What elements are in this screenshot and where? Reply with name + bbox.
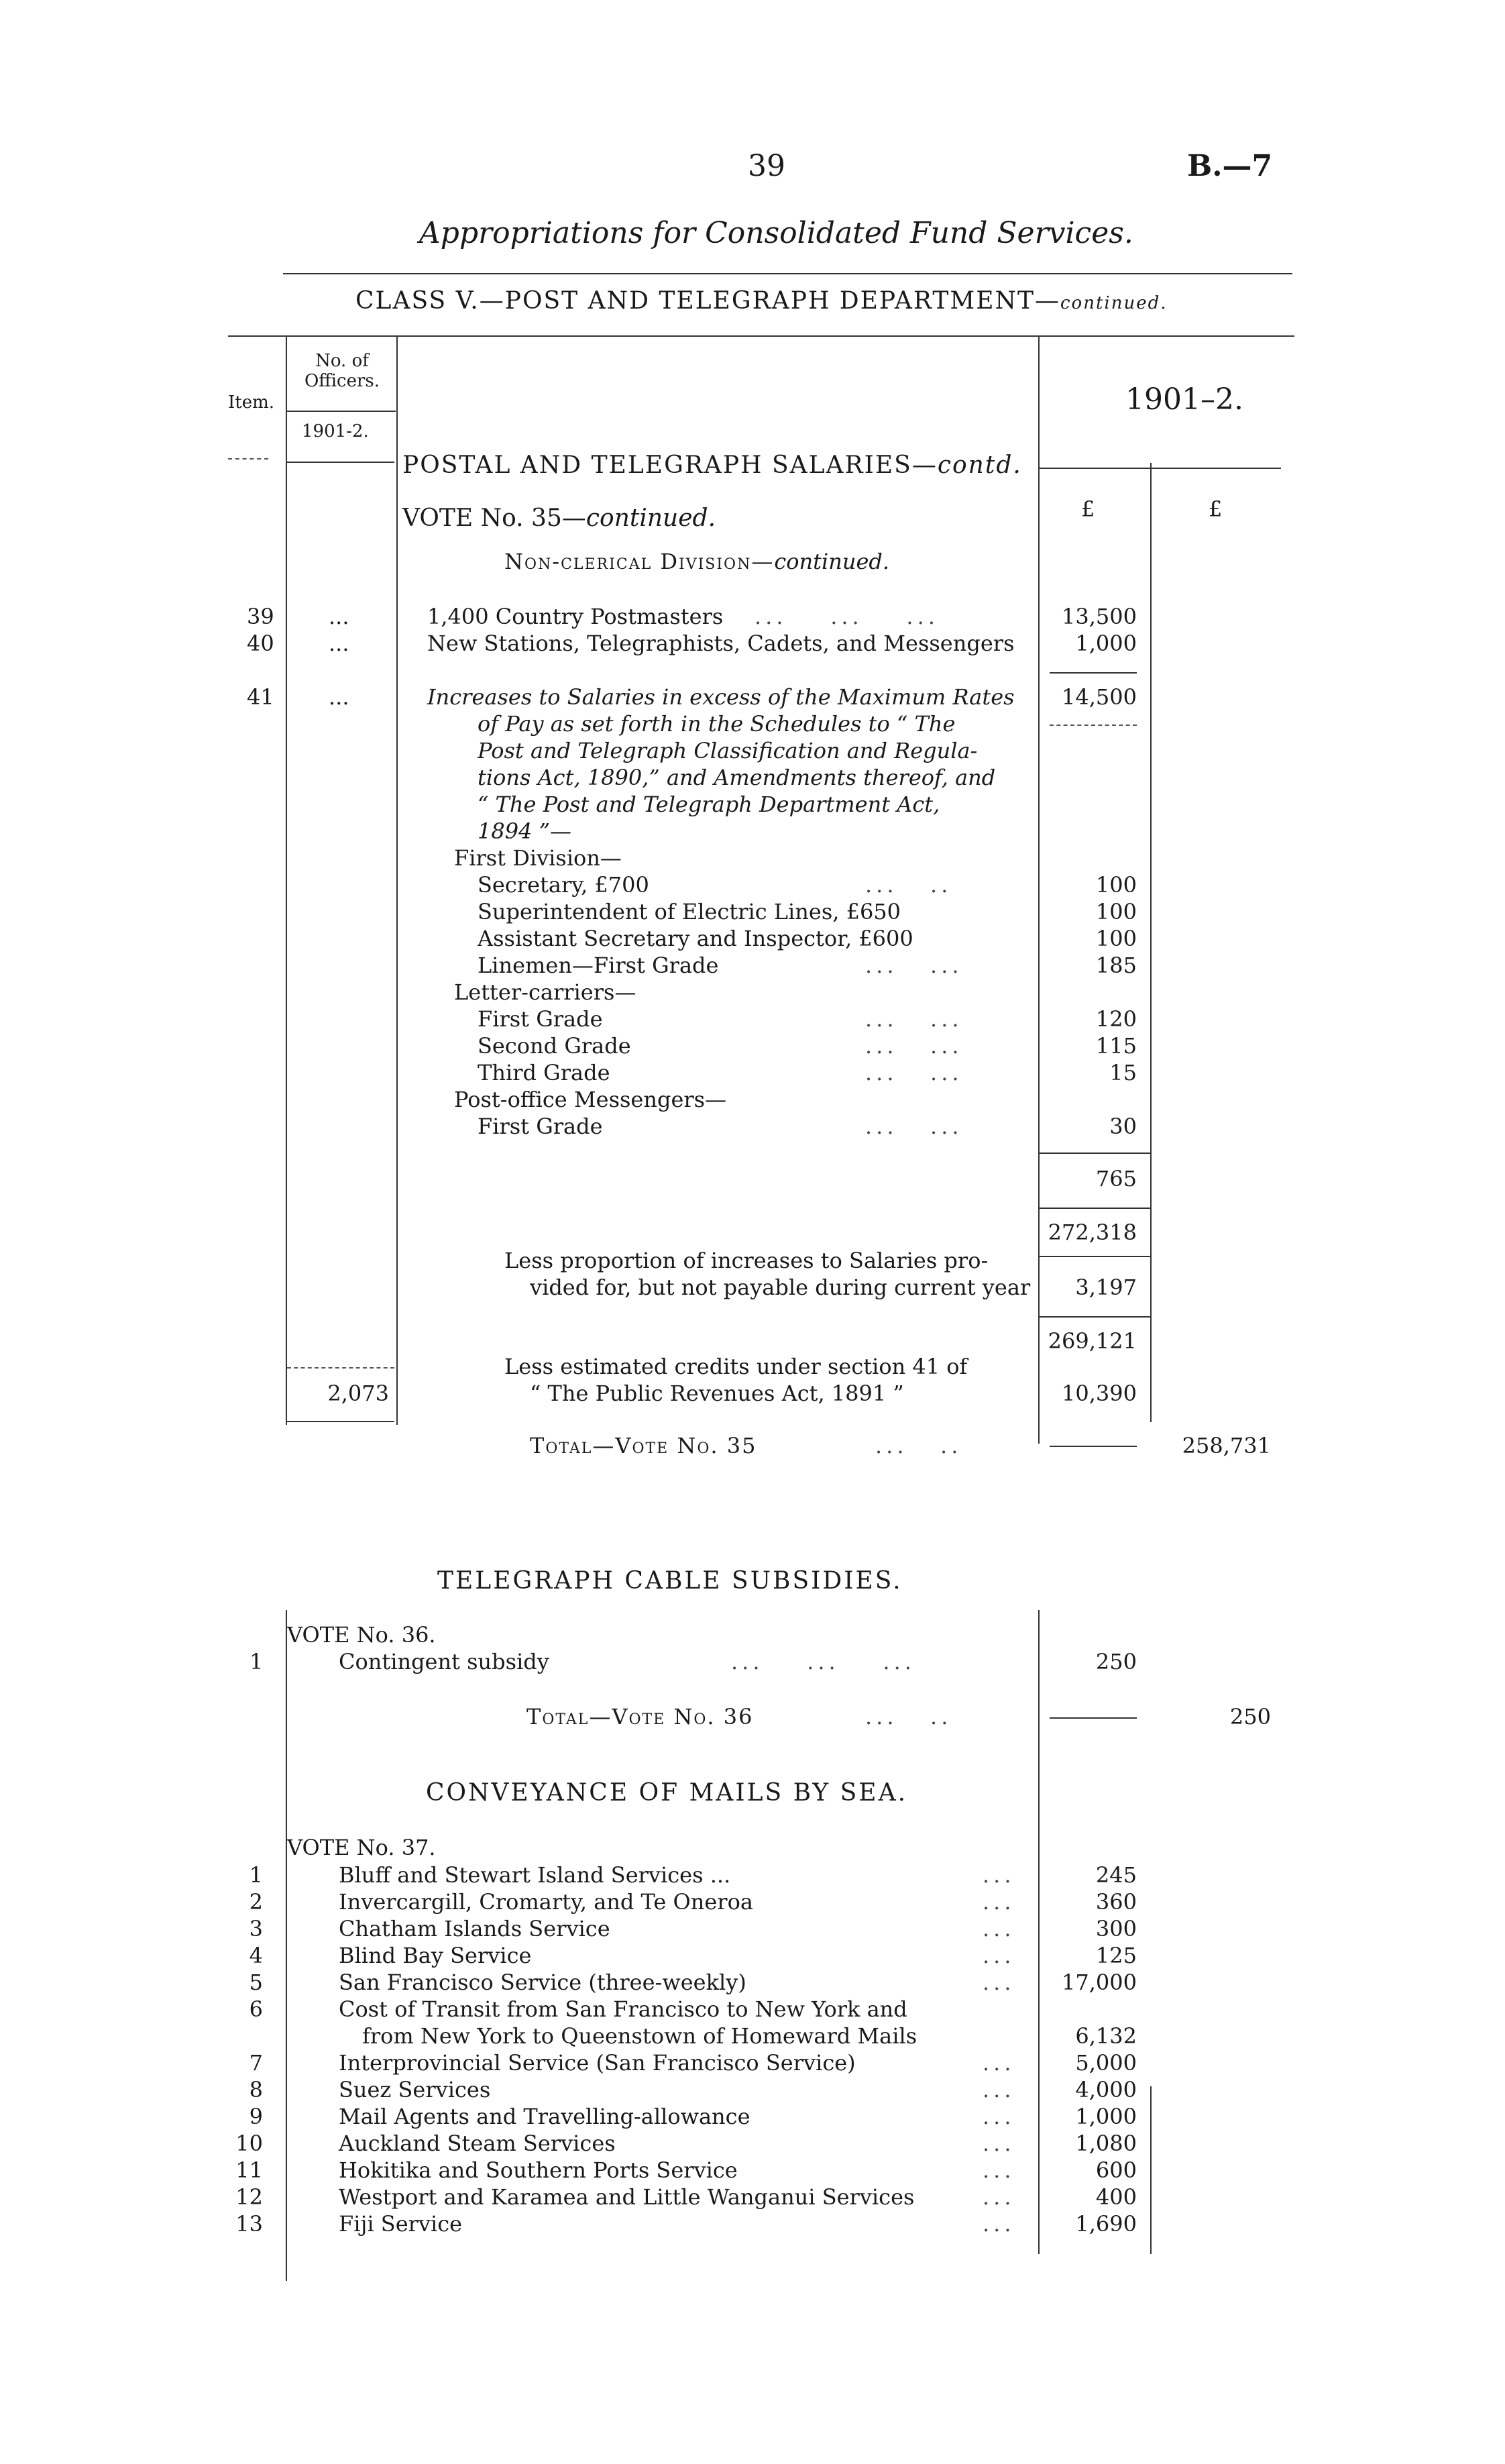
less-credits-line: Less estimated credits under section 41 of [504, 1354, 968, 1379]
gross-rule [1040, 1208, 1150, 1209]
title-rule [283, 273, 1292, 274]
row-amount: 100 [1095, 926, 1137, 951]
officers-total: 2,073 [327, 1381, 389, 1406]
dot-leader: ... ... [865, 1114, 963, 1139]
row-description: Third Grade [478, 1060, 610, 1085]
vote-36-total-label [526, 1704, 754, 1729]
officers-total-rule [287, 1421, 394, 1422]
item-number: 39 [247, 604, 274, 629]
row-description: Assistant Secretary and Inspector, £600 [478, 926, 913, 951]
vote-35-total-amount: 258,731 [1182, 1433, 1271, 1458]
row-description: Cost of Transit from San Francisco to New York and [339, 1996, 907, 2022]
officers-count: ... [329, 604, 349, 629]
dot-leader: ... [983, 2104, 1015, 2129]
item41-desc-line: “ The Post and Telegraph Department Act, [478, 792, 940, 817]
vote-35-total-text: Total—Vote No. 35 [530, 1433, 757, 1458]
row-description: Invercargill, Cromarty, and Te Oneroa [339, 1889, 753, 1915]
pound-sign-2: £ [1209, 496, 1223, 522]
row-amount: 300 [1095, 1916, 1137, 1941]
lower-amount-right-rule [1150, 2086, 1152, 2254]
cable-section-heading: TELEGRAPH CABLE SUBSIDIES. [437, 1567, 903, 1595]
item-number: 41 [247, 684, 274, 710]
class-heading-text: CLASS V.—POST AND TELEGRAPH DEPARTMENT— [355, 287, 1060, 315]
row-description: First Grade [478, 1114, 603, 1139]
dot-leader: ... [983, 2077, 1015, 2102]
item-number: 1 [249, 1862, 263, 1888]
vote-35-text: VOTE No. 35— [402, 504, 586, 532]
item-column-header: Item. [228, 392, 275, 413]
page-title: Appropriations for Consolidated Fund Services. [419, 216, 1133, 250]
row-amount: 1,080 [1075, 2131, 1137, 2156]
row-amount: 5,000 [1075, 2050, 1137, 2076]
mails-section-heading: CONVEYANCE OF MAILS BY SEA. [426, 1779, 908, 1807]
pound-sign-1: £ [1081, 496, 1095, 522]
row-description: Bluff and Stewart Island Services ... [339, 1862, 731, 1888]
item-number: 4 [249, 1943, 263, 1968]
officers-left-rule [286, 337, 287, 1425]
row-amount: 120 [1095, 1006, 1137, 1032]
amount-left-rule [1038, 337, 1040, 1444]
class-heading-continued: continued. [1060, 293, 1168, 313]
increases-rule [1040, 1153, 1150, 1154]
row-description: Interprovincial Service (San Francisco Service) [339, 2050, 856, 2076]
row-description: Linemen—First Grade [478, 953, 719, 978]
net-rule [1040, 1316, 1150, 1318]
row-description: Westport and Karamea and Little Wanganui Services [339, 2184, 915, 2210]
row-amount: 100 [1095, 872, 1137, 898]
row-amount: 115 [1095, 1033, 1137, 1059]
item-number: 7 [249, 2050, 263, 2076]
dot-leader: ... ... [865, 1060, 963, 1085]
row-amount: 250 [1095, 1649, 1137, 1674]
row-description: Superintendent of Electric Lines, £650 [478, 899, 901, 924]
amount-year-header: 1901–2. [1125, 382, 1243, 417]
row-amount: 13,500 [1062, 604, 1137, 629]
subtotal-dash [1050, 725, 1137, 726]
division-label [504, 549, 889, 574]
officers-count: ... [329, 631, 349, 656]
row-description: San Francisco Service (three-weekly) [339, 1970, 746, 1995]
item41-desc-line: tions Act, 1890,” and Amendments thereof, and [478, 765, 996, 790]
report-reference: B.—7 [1187, 149, 1273, 183]
vote-35-total-label [530, 1433, 757, 1458]
item41-desc-line: 1894 ”— [478, 818, 571, 844]
dot-leader: ... ... [865, 1033, 963, 1059]
gross-total: 272,318 [1048, 1220, 1137, 1245]
dot-leader: ... [983, 1889, 1015, 1915]
row-amount: 6,132 [1075, 2023, 1137, 2049]
total-dash [1050, 1446, 1137, 1447]
increases-subtotal: 765 [1095, 1166, 1137, 1191]
dot-leader: ... ... [865, 953, 963, 978]
item41-desc-line: of Pay as set forth in the Schedules to “ The [478, 711, 956, 737]
row-description: Secretary, £700 [478, 872, 649, 898]
net-amount: 269,121 [1048, 1328, 1137, 1354]
postal-heading-continued: contd. [937, 451, 1022, 479]
subtotal-amount: 14,500 [1062, 684, 1137, 710]
first-division-label: First Division— [454, 845, 622, 871]
row-amount: 600 [1095, 2157, 1137, 2183]
lower-left-rule [286, 1610, 287, 2281]
item-number: 9 [249, 2104, 263, 2129]
officers-column-header: No. of Officers. [304, 351, 380, 391]
less-proportion-line: Less proportion of increases to Salaries pro- [504, 1248, 989, 1273]
dot-leader: ... .. [865, 872, 952, 898]
vote-36-label: VOTE No. 36. [287, 1622, 436, 1648]
row-description: Second Grade [478, 1033, 631, 1059]
row-description: New Stations, Telegraphists, Cadets, and Messengers [427, 631, 1015, 656]
row-amount: 1,000 [1075, 2104, 1137, 2129]
dot-leader: ... .. [875, 1433, 962, 1458]
row-description: First Grade [478, 1006, 603, 1032]
row-description: Mail Agents and Travelling-allowance [339, 2104, 750, 2129]
dot-leader: ... [983, 1943, 1015, 1968]
row-amount: 360 [1095, 1889, 1137, 1915]
vote-36-total-text: Total—Vote No. 36 [526, 1704, 754, 1729]
postal-heading-text: POSTAL AND TELEGRAPH SALARIES— [402, 451, 938, 479]
letter-carriers-label: Letter-carriers— [454, 979, 636, 1005]
officers-year-header: 1901-2. [302, 421, 369, 441]
dot-leader: ... .. [865, 1704, 952, 1729]
officers-right-rule [396, 337, 398, 1425]
row-amount: 100 [1095, 899, 1137, 924]
item-header-dash [228, 458, 268, 460]
officers-count: ... [329, 684, 349, 710]
item41-desc-line: Increases to Salaries in excess of the Maximum Rates [427, 684, 1015, 710]
officers-subheader-rule [287, 462, 394, 463]
dot-leader: ... [983, 2211, 1015, 2237]
vote-35-continued: continued. [586, 504, 716, 532]
row-description: Chatham Islands Service [339, 1916, 610, 1941]
row-description-continued: from New York to Queenstown of Homeward Mails [362, 2023, 917, 2049]
subtotal-rule [1050, 672, 1137, 674]
page-number: 39 [748, 149, 785, 183]
vote-36-total-amount: 250 [1229, 1704, 1271, 1729]
item-number: 12 [235, 2184, 263, 2210]
item-number: 1 [249, 1649, 264, 1674]
vote-37-label: VOTE No. 37. [287, 1835, 436, 1860]
row-amount: 4,000 [1075, 2077, 1137, 2102]
item-number: 3 [249, 1916, 263, 1941]
row-amount: 245 [1095, 1862, 1137, 1888]
row-description: Blind Bay Service [339, 1943, 532, 1968]
item-number: 40 [247, 631, 274, 656]
row-amount: 17,000 [1062, 1970, 1137, 1995]
gross-under-rule [1040, 1256, 1150, 1257]
item-number: 5 [249, 1970, 263, 1995]
officers-total-dash [287, 1367, 394, 1369]
less-proportion-line: vided for, but not payable during current year [530, 1275, 1031, 1300]
dot-leader: ... [983, 2131, 1015, 2156]
row-amount: 1,690 [1075, 2211, 1137, 2237]
item-number: 11 [235, 2157, 263, 2183]
division-continued: continued. [774, 549, 890, 574]
officers-header-rule [287, 411, 396, 412]
row-amount: 125 [1095, 1943, 1137, 1968]
less-proportion-amount: 3,197 [1075, 1275, 1137, 1300]
dot-leader: ... ... ... [755, 604, 939, 629]
less-credits-line: “ The Public Revenues Act, 1891 ” [530, 1381, 904, 1406]
dot-leader: ... [983, 2184, 1015, 2210]
dot-leader: ... [983, 1862, 1015, 1888]
item-number: 8 [249, 2077, 263, 2102]
row-amount: 15 [1109, 1060, 1137, 1085]
row-description: Contingent subsidy [339, 1649, 549, 1674]
row-amount: 1,000 [1075, 631, 1137, 656]
row-amount: 400 [1095, 2184, 1137, 2210]
row-description: Fiji Service [339, 2211, 463, 2237]
class-heading [355, 287, 1168, 315]
po-messengers-label: Post-office Messengers— [454, 1087, 727, 1112]
dot-leader: ... ... [865, 1006, 963, 1032]
row-amount: 30 [1109, 1114, 1137, 1139]
row-description: Auckland Steam Services [339, 2131, 616, 2156]
dot-leader: ... [983, 1916, 1015, 1941]
item-number: 2 [249, 1889, 263, 1915]
dot-leader: ... [983, 2157, 1015, 2183]
less-credits-amount: 10,390 [1062, 1381, 1137, 1406]
division-text: Non-clerical Division— [504, 549, 775, 574]
postal-section-heading [402, 451, 1022, 479]
row-amount: 185 [1095, 953, 1137, 978]
row-description: 1,400 Country Postmasters [427, 604, 724, 629]
item-number: 10 [235, 2131, 263, 2156]
item-number: 6 [249, 1996, 263, 2022]
vote-35-label [402, 504, 716, 532]
item41-desc-line: Post and Telegraph Classification and Regula- [478, 738, 978, 763]
amount-middle-rule [1150, 463, 1152, 1422]
row-description: Suez Services [339, 2077, 491, 2102]
lower-amount-rule [1038, 1610, 1040, 2254]
amount-header-rule [1040, 468, 1281, 469]
total-dash [1050, 1717, 1137, 1719]
dot-leader: ... [983, 1970, 1015, 1995]
item-number: 13 [235, 2211, 263, 2237]
dot-leader: ... ... ... [731, 1649, 915, 1674]
row-description: Hokitika and Southern Ports Service [339, 2157, 738, 2183]
dot-leader: ... [983, 2050, 1015, 2076]
table-top-rule [228, 335, 1294, 337]
